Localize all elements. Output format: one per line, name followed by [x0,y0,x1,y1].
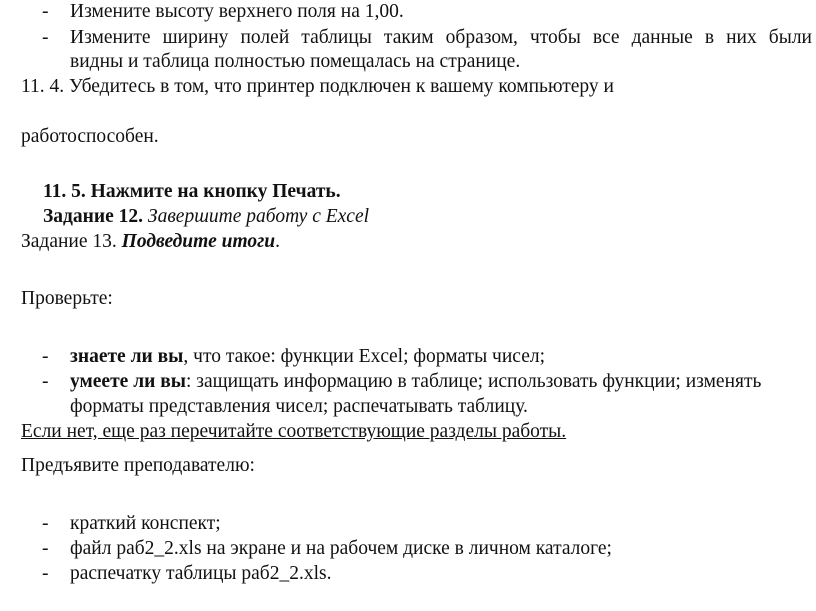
step-11-4-line1: 11. 4. Убедитесь в том, что принтер подключен к вашему компьютеру и [21,76,614,97]
bullet-dash: - [42,538,49,559]
check-item-text: форматы представления чисел; распечатывать таблицу. [70,396,528,417]
bullet-text: видны и таблица полностью помещалась на странице. [70,51,521,72]
bullet-text: Измените высоту верхнего поля на 1,00. [70,1,404,22]
task-12 [43,205,369,229]
bullet-dash: - [42,371,49,392]
bullet-dash: - [42,1,49,22]
step-11-5: 11. 5. Нажмите на кнопку Печать. [43,181,341,202]
check-item-rest: , что такое: функции Excel; форматы чисел; [183,346,545,367]
bullet-dash: - [42,513,49,534]
present-item-text: краткий конспект; [70,513,221,534]
bullet-dash: - [42,27,49,48]
bullet-dash: - [42,563,49,584]
task-13-label: Задание 13. [21,231,122,252]
present-heading: Предъявите преподавателю: [21,455,255,476]
check-item-bold: умеете ли вы [70,371,187,392]
present-item-text: файл раб2_2.xls на экране и на рабочем диске в личном каталоге; [70,538,612,559]
step-11-4-line2: работоспособен. [21,126,159,147]
check-heading: Проверьте: [21,288,113,309]
bullet-dash: - [42,346,49,367]
task-12-text: Завершите работу с Excel [147,206,370,227]
check-item-bold: знаете ли вы [70,346,184,367]
check-item-text [70,370,761,394]
bullet-text: Измените ширину полей таблицы таким образом, чтобы все данные в них были [70,27,812,48]
task-13-emph: Подведите итоги [121,231,276,252]
task-12-label: Задание 12. [43,206,144,227]
present-item-text: распечатку таблицы раб2_2.xls. [70,563,332,584]
check-item-rest: : защищать информацию в таблице; использовать функции; изменять [186,371,762,392]
check-item-text [70,345,545,369]
task-13-tail: . [275,231,281,252]
reread-note: Если нет, еще раз перечитайте соответствующие разделы работы. [21,421,567,442]
task-13 [21,230,280,254]
